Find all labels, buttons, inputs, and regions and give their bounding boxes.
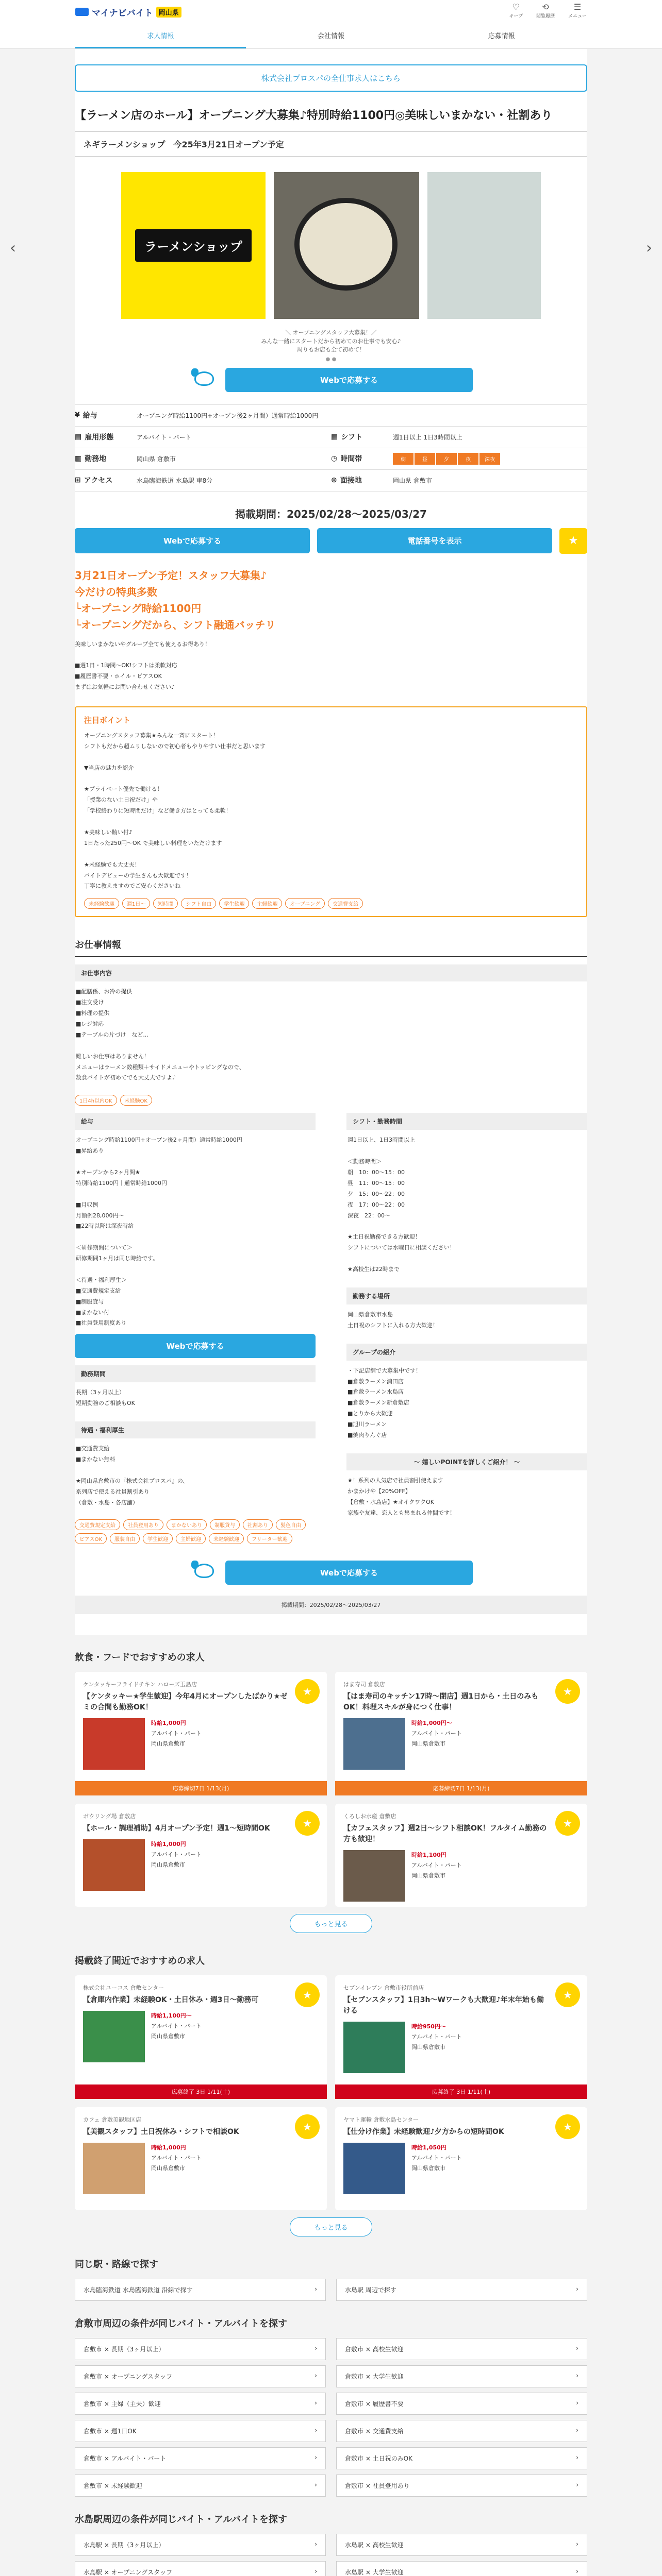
mascot-dog-icon	[189, 367, 220, 393]
card-company: はま寿司 倉敷店	[343, 1681, 385, 1688]
tag[interactable]: 未経験OK	[120, 1095, 152, 1106]
chevron-right-icon: ›	[315, 2345, 317, 2352]
star-icon[interactable]: ★	[555, 2114, 580, 2139]
card-image	[83, 2143, 145, 2194]
link-label: 水島駅 × オープニングスタッフ	[84, 2569, 173, 2576]
card-title: 【カフェスタッフ】週2日〜シフト相談OK！フルタイム勤務の方も歓迎！	[343, 1824, 547, 1844]
area-badge: 岡山県	[156, 7, 181, 18]
more-ending-button[interactable]: もっと見る	[290, 2217, 372, 2236]
web-apply-button-mid[interactable]: Webで応募する	[75, 1334, 316, 1358]
job-card[interactable]	[335, 2107, 587, 2210]
salary-box-text: オープニング時給1100円+オープン後2ヶ月間）通常時給1000円 ■昇給あり ★オープンから2ヶ月間★ 特別時給1100円｜通常時給1000円 ■月収例 月額例28,000円〜 ■22時以降は深夜時給 ＜研修期間について＞ 研修期間1ヶ月は同じ時給です。 ＜待遇・福利厚生＞ ■交通費規定支給 ■制服貸与 ■まかない付 ■社員登用制度あり	[76, 1137, 242, 1327]
link-label: 倉敷市 × 大学生歓迎	[345, 2373, 404, 2381]
catch-line: 3月21日オープン予定！スタッフ大募集♪	[75, 569, 267, 582]
tag[interactable]: 未経験歓迎	[209, 1533, 244, 1544]
chevron-right-icon: ›	[315, 2568, 317, 2575]
tab-apply-info[interactable]: 応募情報	[488, 32, 515, 40]
access-label: アクセス	[84, 477, 113, 485]
shop-logo: ラーメンショップ	[135, 229, 252, 262]
interview-value: 岡山県 倉敷市	[393, 477, 432, 484]
search-link[interactable]	[336, 2365, 587, 2387]
apply-row	[75, 528, 587, 554]
link-label: 倉敷市 × オープニングスタッフ	[84, 2373, 173, 2381]
card-pay: 時給1,000円〜	[411, 1720, 452, 1727]
salary-value: オープニング時給1100円+オープン後2ヶ月間）通常時給1000円	[137, 412, 319, 419]
tag[interactable]: ピアスOK	[75, 1533, 107, 1544]
kurashiki-links	[75, 2338, 587, 2497]
card-deadline: 広募終了 3日 1/11(土)	[75, 2084, 327, 2099]
job-card[interactable]	[75, 2107, 327, 2210]
card-type: アルバイト・パート	[151, 1851, 202, 1858]
star-icon[interactable]: ★	[295, 2114, 320, 2139]
link-label: 水島駅 × 高校生歓迎	[345, 2541, 404, 2549]
highlight-body: オープニングスタッフ募集★みんな一斉にスタート！ シフトもだから超ムリしないので初心者もやりやすい仕事だと思います ▼当店の魅力を紹介 ★プライベート優先で働ける！ 「授業のない土日祝だけ」や 「学校終わりに短時間だけ」など働き方はとっても柔軟！ ★美味しい賄い付♪ 1日たった250円〜OK で美味しい料理をいただけます ★未経験でも大丈夫！ バイトデビューの学生さんも大歓迎です！ 丁寧に教えますのでご安心くださいね	[84, 732, 266, 890]
card-type: アルバイト・パート	[411, 1730, 462, 1737]
highlight-tags	[84, 898, 578, 909]
chevron-right-icon: ›	[315, 2372, 317, 2380]
recommend-ending-list	[75, 1975, 587, 2210]
card-pay: 時給950円〜	[411, 2023, 446, 2030]
card-company: カフェ 倉敷美観地区店	[83, 2116, 141, 2124]
tag[interactable]: まかないあり	[167, 1519, 207, 1530]
card-location: 岡山県倉敷市	[411, 1872, 445, 1879]
card-image	[343, 1718, 405, 1770]
card-pay: 時給1,000円	[151, 2144, 186, 2151]
link-label: 水島駅 周辺で探す	[345, 2286, 396, 2294]
place-label: 勤務地	[85, 455, 107, 463]
shift-box-text: 週1日以上、1日3時間以上 ＜勤務時間＞ 朝 10：00〜15：00 昼 11：00〜15：00 夕 15：00〜22：00 夜 17：00〜22：00 深夜 22：00〜 ★土日祝勤務できる方歓迎！ シフトについては水曜日に相談ください！ ★高校生は22時まで	[347, 1137, 455, 1273]
tag[interactable]: 未経験歓迎	[84, 898, 119, 909]
tag[interactable]: フリーター歓迎	[247, 1533, 292, 1544]
clock-icon: ◷	[331, 454, 338, 463]
star-icon[interactable]: ★	[555, 1811, 580, 1836]
card-pay: 時給1,050円	[411, 2144, 446, 2151]
keep-button[interactable]	[509, 3, 523, 19]
id-card-icon: ▤	[75, 433, 82, 441]
chevron-right-icon: ›	[315, 2285, 317, 2293]
image-gallery	[10, 172, 652, 321]
building-icon: ▥	[75, 454, 82, 463]
catch-copy	[75, 567, 587, 633]
card-pay: 時給1,000円	[151, 1720, 186, 1727]
catch-line: └オープニング時給1100円	[75, 602, 202, 615]
card-location: 岡山県倉敷市	[411, 2044, 445, 2051]
card-company: ケンタッキーフライドチキン ハローズ玉島店	[83, 1681, 197, 1688]
chevron-right-icon: ›	[576, 2285, 578, 2293]
page-tabs	[0, 24, 662, 49]
search-link[interactable]	[336, 2279, 587, 2301]
card-title: 【ケンタッキー★学生歓迎】今年4月にオープンしたばかり★ゼミの合間も勤務OK！	[83, 1692, 288, 1712]
benefits-text: ■交通費支給 ■まかない無料 ★岡山県倉敷市の『株式会社プロスパ』の、 系列店で使える社員割引あり （倉敷・水島・各店舗）	[76, 1445, 189, 1506]
card-location: 岡山県倉敷市	[151, 2165, 185, 2172]
mascot-dog-icon	[189, 1560, 220, 1585]
tag[interactable]: 服装自由	[110, 1533, 140, 1544]
card-type: アルバイト・パート	[151, 2155, 202, 2162]
tab-job-info[interactable]: 求人情報	[75, 24, 246, 48]
intro-text: 美味しいまかないやグループ全ても使えるお得あり！ ■週1日・1時間〜OK!シフトは柔軟対応 ■履歴書不要・ホイル・ピアスOK まずはお気軽にお問い合わせください♪	[75, 640, 211, 691]
chevron-right-icon: ›	[576, 2481, 578, 2489]
posting-period: 掲載期間：2025/02/28〜2025/03/27	[235, 507, 427, 520]
tag[interactable]: 週1日〜	[122, 898, 150, 909]
card-location: 岡山県倉敷市	[151, 2033, 185, 2040]
catch-line: └オープニングだから、シフト融通バッチリ	[75, 618, 276, 631]
menu-button[interactable]	[568, 3, 587, 19]
slot-late-night: 深夜	[479, 453, 500, 465]
card-company: 株式会社ユーコス 倉敷センター	[83, 1985, 164, 1992]
star-icon[interactable]: ★	[295, 1811, 320, 1836]
card-image	[343, 2143, 405, 2194]
gallery-image-3[interactable]	[427, 172, 541, 319]
kurashiki-heading: 倉敷市周辺の条件が同じバイト・アルバイトを探す	[75, 2318, 288, 2330]
gallery-image-logo[interactable]	[121, 172, 266, 319]
highlight-title: 注目ポイント	[84, 715, 131, 725]
store-line: ネギラーメンショップ 今25年3月21日オープン予定	[75, 131, 587, 157]
catch-line: 今だけの特典多数	[75, 585, 157, 598]
card-deadline: 応募締切7日 1/13(月)	[75, 1781, 327, 1795]
star-icon: ★	[568, 534, 578, 547]
slot-noon: 昼	[415, 453, 435, 465]
salary-box-label: 給与	[75, 1113, 316, 1130]
detail-columns	[75, 1106, 587, 1544]
slot-evening: 夕	[436, 453, 457, 465]
access-value: 水島臨海鉄道 水島駅 車8分	[137, 477, 213, 484]
search-link[interactable]	[75, 2420, 326, 2442]
type-value: アルバイト・パート	[137, 433, 192, 441]
recommend-ending-heading: 掲載終了間近でおすすめの求人	[75, 1956, 205, 1967]
card-location: 岡山県倉敷市	[411, 1740, 445, 1748]
tag[interactable]: 社割あり	[243, 1519, 273, 1530]
mizushima-links	[75, 2534, 587, 2576]
star-icon[interactable]: ★	[295, 1679, 320, 1704]
search-link[interactable]	[75, 2365, 326, 2387]
card-deadline: 応募締切7日 1/13(月)	[335, 1781, 587, 1795]
history-label: 閲覧履歴	[536, 14, 555, 19]
benefits-label: 待遇・福利厚生	[75, 1421, 316, 1438]
card-company: セブンイレブン 倉敷市役所前店	[343, 1985, 424, 1992]
gallery-image-ramen[interactable]	[274, 172, 419, 319]
card-company: くろしお水産 倉敷店	[343, 1813, 396, 1820]
card-pay: 時給1,100円	[411, 1852, 446, 1859]
card-title: 【美観スタッフ】土日祝休み・シフトで相談OK	[83, 2128, 239, 2137]
place-box-text: 岡山県倉敷市水島 土日祝のシフトに入れる方大歓迎！	[347, 1311, 438, 1329]
card-location: 岡山県倉敷市	[411, 2165, 445, 2172]
card-type: アルバイト・パート	[411, 2155, 462, 2162]
same-line-heading: 同じ駅・路線で探す	[75, 2259, 158, 2270]
job-card[interactable]	[335, 1672, 587, 1795]
highlight-box	[75, 706, 587, 917]
link-label: 倉敷市 × 社員登用あり	[345, 2482, 410, 2490]
chevron-left-icon[interactable]: ‹	[10, 239, 16, 257]
link-label: 水島駅 × 長期（3ヶ月以上）	[84, 2541, 165, 2549]
tab-company-info[interactable]: 会社情報	[318, 32, 345, 40]
tag[interactable]: 交通費支給	[328, 898, 363, 909]
card-type: アルバイト・パート	[151, 1730, 202, 1737]
link-label: 倉敷市 × アルバイト・パート	[84, 2455, 167, 2463]
recommend-food-list	[75, 1672, 587, 1907]
pin-icon: ⊙	[331, 476, 337, 484]
link-label: 倉敷市 × 履歴書不要	[345, 2400, 404, 2408]
card-company: ボウリング場 倉敷店	[83, 1813, 136, 1820]
chevron-right-icon: ›	[576, 2568, 578, 2575]
link-label: 水島臨海鉄道 水島臨海鉄道 沿線で探す	[84, 2286, 193, 2294]
job-card[interactable]	[75, 1804, 327, 1907]
chevron-right-icon: ›	[576, 2540, 578, 2548]
search-link[interactable]	[75, 2393, 326, 2415]
card-title: 【倉庫内作業】未経験OK・土日休み・週3日〜勤務可	[83, 1996, 259, 2005]
card-location: 岡山県倉敷市	[151, 1740, 185, 1748]
site-header	[0, 0, 662, 24]
hamburger-icon: ☰	[573, 2, 582, 12]
search-link[interactable]	[336, 2420, 587, 2442]
search-link[interactable]	[336, 2393, 587, 2415]
chevron-right-icon: ›	[576, 2427, 578, 2434]
search-link[interactable]	[336, 2475, 587, 2497]
train-icon: ⊞	[75, 476, 81, 484]
more-food-button[interactable]: もっと見る	[290, 1914, 372, 1933]
link-label: 倉敷市 × 主婦（主夫）歓迎	[84, 2400, 161, 2408]
slot-night: 夜	[458, 453, 478, 465]
brand-name: マイナビバイト	[92, 8, 153, 19]
apply-bottom	[75, 1560, 587, 1585]
place-value: 岡山県 倉敷市	[137, 455, 176, 463]
chevron-right-icon: ›	[315, 2540, 317, 2548]
shift-label: シフト	[341, 433, 363, 442]
link-label: 水島駅 × 大学生歓迎	[345, 2569, 404, 2576]
interview-label: 面接地	[340, 477, 362, 485]
star-icon[interactable]: ★	[295, 1982, 320, 2007]
search-link[interactable]	[75, 2534, 326, 2556]
star-icon[interactable]: ★	[555, 1982, 580, 2007]
shift-box-label: シフト・勤務時間	[346, 1113, 587, 1130]
yen-icon: ¥	[75, 411, 80, 419]
job-card[interactable]	[75, 1975, 327, 2099]
footer-period: 掲載期間：2025/02/28〜2025/03/27	[75, 1596, 587, 1614]
card-title: 【仕分け作業】未経験歓迎♪夕方からの短時間OK	[343, 2128, 504, 2137]
search-link[interactable]	[75, 2561, 326, 2576]
group-box-text: ・下記店舗で大募集中です！ ■倉敷ラーメン浦田店 ■倉敷ラーメン水島店 ■倉敷ラーメン新倉敷店 ■とりから大歓迎 ■旭川ラーメン ■焼肉りんぐ店	[347, 1367, 421, 1439]
chevron-right-icon: ›	[315, 2454, 317, 2462]
tag[interactable]: 学生歓迎	[143, 1533, 173, 1544]
search-link[interactable]	[336, 2338, 587, 2360]
web-apply-button-top[interactable]: Webで応募する	[225, 368, 473, 392]
keep-label: キープ	[509, 14, 523, 19]
search-link[interactable]	[336, 2447, 587, 2469]
site-logo[interactable]	[75, 6, 181, 19]
card-location: 岡山県倉敷市	[151, 1861, 185, 1869]
tag[interactable]: 交通費規定支給	[75, 1519, 120, 1530]
tag[interactable]: 主婦歓迎	[176, 1533, 206, 1544]
card-type: アルバイト・パート	[411, 1862, 462, 1869]
menu-label: メニュー	[568, 14, 587, 19]
group-box-label: グループの紹介	[346, 1344, 587, 1361]
job-card[interactable]	[335, 1804, 587, 1907]
calendar-icon: ▦	[331, 433, 338, 441]
chevron-right-icon: ›	[315, 2481, 317, 2489]
history-button[interactable]	[536, 3, 555, 19]
search-link[interactable]	[336, 2561, 587, 2576]
star-icon[interactable]: ★	[555, 1679, 580, 1704]
tag[interactable]: 1日4h以内OK	[75, 1095, 117, 1106]
tag[interactable]: 短時間	[153, 898, 178, 909]
link-label: 倉敷市 × 週1日OK	[84, 2428, 137, 2435]
tag[interactable]: 学生歓迎	[219, 898, 249, 909]
tag[interactable]: 主婦歓迎	[252, 898, 282, 909]
card-pay: 時給1,100円〜	[151, 2012, 192, 2020]
link-label: 倉敷市 × 土日祝のみOK	[345, 2455, 412, 2463]
card-image	[83, 2011, 145, 2062]
search-link[interactable]	[75, 2338, 326, 2360]
card-type: アルバイト・パート	[151, 2023, 202, 2030]
chevron-right-icon: ›	[315, 2427, 317, 2434]
card-image	[343, 1850, 405, 1902]
salary-label: 給与	[82, 412, 97, 420]
phone-button[interactable]: 電話番号を表示	[317, 528, 552, 553]
duties-label: お仕事内容	[75, 964, 587, 981]
tag[interactable]: 制服貸与	[210, 1519, 240, 1530]
type-label: 雇用形態	[85, 433, 114, 442]
slot-morning: 朝	[393, 453, 413, 465]
period-box-text: 長期（3ヶ月以上） 短期勤務のご相談もOK	[76, 1389, 135, 1407]
time-slots	[393, 453, 500, 465]
keep-star-button[interactable]	[559, 528, 587, 554]
search-link[interactable]	[75, 2279, 326, 2301]
chevron-right-icon: ›	[576, 2454, 578, 2462]
company-jobs-link[interactable]: 株式会社プロスパの全仕事求人はこちら	[75, 64, 587, 92]
link-label: 倉敷市 × 未経験歓迎	[84, 2482, 142, 2490]
card-image	[83, 1839, 145, 1891]
link-label: 倉敷市 × 交通費支給	[345, 2428, 404, 2435]
tag[interactable]: 髪色自由	[276, 1519, 306, 1530]
chevron-right-icon[interactable]: ›	[646, 239, 652, 257]
card-type: アルバイト・パート	[411, 2033, 462, 2041]
card-deadline: 広募終了 3日 1/11(土)	[335, 2084, 587, 2099]
card-pay: 時給1,000円	[151, 1841, 186, 1848]
period-box-label: 勤務期間	[75, 1365, 316, 1382]
card-title: 【セブンスタッフ】1日3h〜Wワークも大歓迎♪年末年始も働ける	[343, 1996, 544, 2015]
image-caption: ＼ オープニングスタッフ大募集！／ みんな一緒にスタートだから初めてのお仕事でも安心♪ 周りもお店も全て初めて！	[261, 329, 401, 353]
chevron-right-icon: ›	[576, 2372, 578, 2380]
carousel-dots[interactable]: ● ●	[325, 356, 337, 362]
mizushima-heading: 水島駅周辺の条件が同じバイト・アルバイトを探す	[75, 2514, 288, 2526]
main-content	[10, 49, 652, 2576]
benefit-tags	[75, 1519, 316, 1544]
duties-text: ■配膳係、お冷の提供 ■注文受け ■料理の提供 ■レジ対応 ■テーブルの片づけ など... 難しいお仕事はありません！ メニューはラーメン数種類＋サイドメニューやトッピングなので、 数食バイトが初めてでも大丈夫ですよ♪	[76, 988, 245, 1081]
tag[interactable]: オープニング	[285, 898, 325, 909]
place-box-label: 勤務する場所	[346, 1287, 587, 1304]
job-title: 【ラーメン店のホール】オープニング大募集♪特別時給1100円◎美味しいまかない・社割あり	[75, 109, 553, 122]
chevron-right-icon: ›	[576, 2345, 578, 2352]
apply-top	[75, 367, 587, 393]
search-link[interactable]	[75, 2447, 326, 2469]
same-line-links	[75, 2279, 587, 2301]
duties-tags	[75, 1095, 587, 1106]
hours-label: 時間帯	[340, 455, 362, 463]
card-company: ヤマト運輸 倉敷水島センター	[343, 2116, 419, 2124]
job-card[interactable]	[335, 1975, 587, 2099]
point2-label: 〜 嬉しいPOINTを詳しくご紹介！ 〜	[346, 1453, 587, 1470]
job-card[interactable]	[75, 1672, 327, 1795]
ramen-bowl-image	[294, 198, 398, 291]
chevron-right-icon: ›	[315, 2399, 317, 2407]
job-summary	[75, 404, 587, 492]
tag[interactable]: 社員登用あり	[123, 1519, 163, 1530]
search-link[interactable]	[336, 2534, 587, 2556]
search-link[interactable]	[75, 2475, 326, 2497]
web-apply-button[interactable]: Webで応募する	[75, 528, 310, 553]
shift-value: 週1日以上 1日3時間以上	[393, 433, 462, 441]
link-label: 倉敷市 × 高校生歓迎	[345, 2346, 404, 2353]
point2-text: ★！系列の人気店で社員割引使えます かまかけや【20%OFF】 【倉敷・水島店】★オイクワクOK 家族や友達、恋人とも集まれる仲間です！	[347, 1477, 455, 1516]
web-apply-button-bottom[interactable]: Webで応募する	[225, 1561, 473, 1585]
heart-icon: ♡	[512, 2, 520, 12]
recommend-food-heading: 飲食・フードでおすすめの求人	[75, 1652, 205, 1664]
logo-icon	[75, 8, 89, 16]
card-title: 【ホール・調理補助】4月オープン予定！週1〜短時間OK	[83, 1824, 270, 1833]
job-detail-heading: お仕事情報	[75, 938, 587, 957]
link-label: 倉敷市 × 長期（3ヶ月以上）	[84, 2346, 165, 2353]
tag[interactable]: シフト自由	[181, 898, 216, 909]
chevron-right-icon: ›	[576, 2399, 578, 2407]
card-image	[343, 2022, 405, 2073]
card-image	[83, 1718, 145, 1770]
clock-icon: ⟲	[542, 2, 549, 12]
card-title: 【はま寿司のキッチン17時〜閉店】週1日から・土日のみもOK！料理スキルが身につく仕事！	[343, 1692, 539, 1712]
